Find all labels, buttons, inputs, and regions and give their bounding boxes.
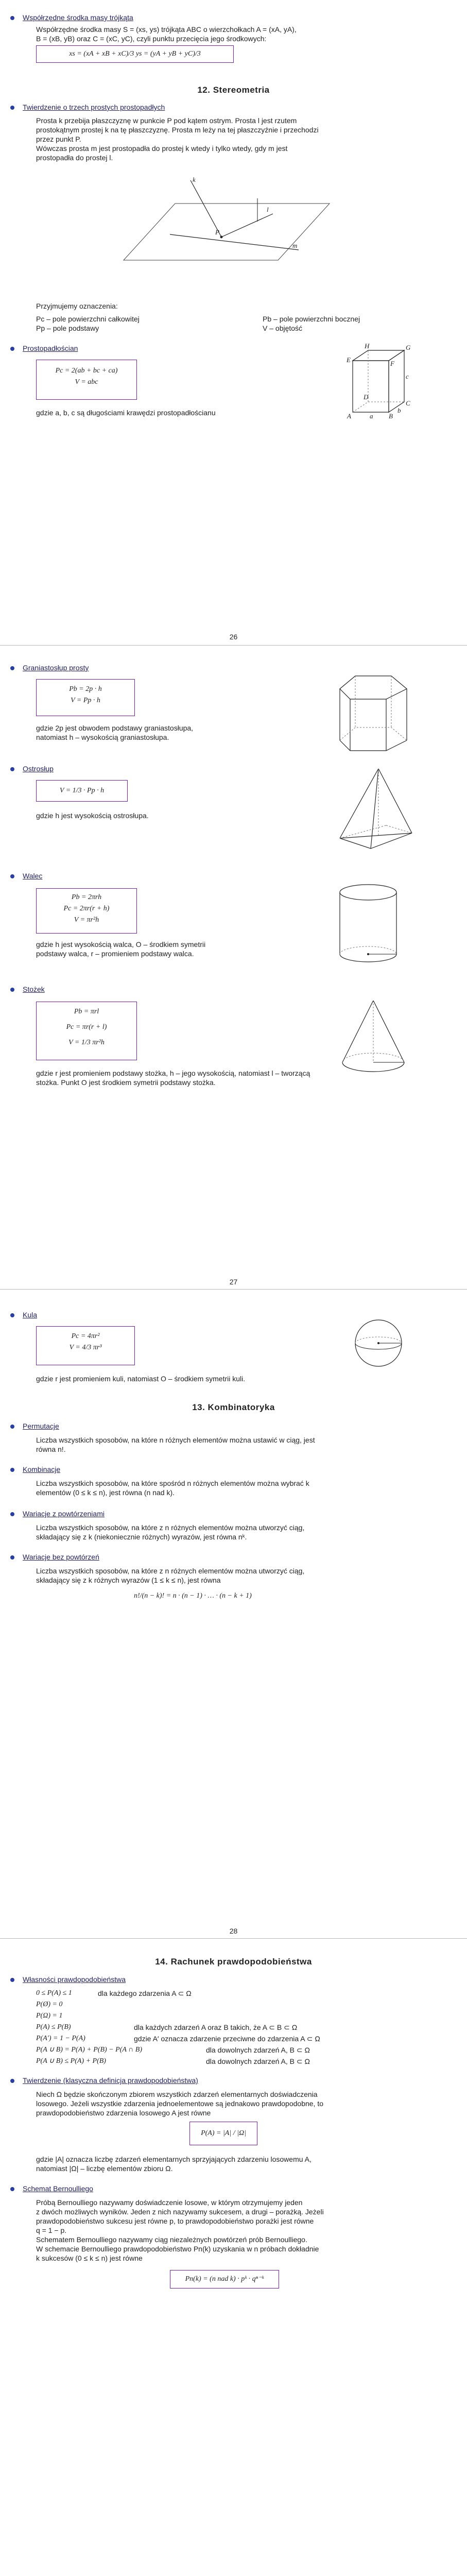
bernoulli-heading	[23, 2184, 93, 2193]
text-line: natomiast |Ω| – liczbę elementów zbioru Ω.	[36, 2164, 173, 2173]
sphere-figure	[350, 1315, 407, 1371]
cylinder-figure	[330, 879, 412, 970]
label-l: l	[267, 206, 269, 213]
text-line: q = 1 − p.	[36, 2226, 67, 2234]
prop-row	[36, 2045, 448, 2057]
point-p	[220, 236, 223, 239]
note-line: gdzie h jest wysokością walca, O – środkiem symetrii	[36, 940, 206, 948]
bullet-icon	[10, 767, 14, 771]
centroid-title: Współrzędne środka masy trójkąta	[23, 13, 133, 22]
comb-heading	[23, 1465, 60, 1473]
prism-formula: V = Pp · h	[71, 697, 100, 704]
section-title-probability: 14. Rachunek prawdopodobieństwa	[155, 1957, 312, 1967]
page-26	[0, 0, 467, 639]
bullet-icon	[10, 1313, 14, 1317]
cylinder-center	[367, 953, 369, 955]
cylinder-formula: Pc = 2πr(r + h)	[63, 905, 110, 912]
notation-item: Pc – pole powierzchni całkowitej	[36, 315, 140, 323]
cuboid-formula: Pc = 2(ab + bc + ca)	[55, 367, 118, 375]
pyramid-formula: V = 1/3 · Pp · h	[59, 787, 105, 794]
centroid-text	[36, 25, 433, 43]
note-line: podstawy walca, r – promieniem podstawy walca.	[36, 950, 194, 958]
text-line: Próbą Bernoulliego nazywamy doświadczenie losowe, w którym otrzymujemy jeden	[36, 2198, 303, 2207]
notation-item: Pp – pole podstawy	[36, 324, 99, 332]
prop-formula: 0 ≤ P(A) ≤ 1	[36, 1989, 72, 1997]
label-m: m	[292, 242, 298, 249]
page-number: 27	[229, 1278, 238, 1286]
classic-heading	[23, 2076, 198, 2084]
prism-heading	[23, 664, 89, 672]
perm-text	[36, 1435, 433, 1454]
prop-condition: dla dowolnych zdarzeń A, B ⊂ Ω	[206, 2057, 310, 2065]
props-title: Własności prawdopodobieństwa	[23, 1975, 126, 1984]
page-separator	[0, 1289, 467, 1290]
prism-top	[340, 676, 407, 699]
prop-condition: dla każdych zdarzeń A oraz B takich, że A ⊂ B ⊂ Ω	[134, 2023, 298, 2031]
text-line: W schemacie Bernoulliego prawdopodobieństwo Pn(k) uzyskania w n próbach dokładnie	[36, 2245, 319, 2253]
cylinder-formula: V = πr²h	[74, 916, 99, 924]
text-line: losowego. Jeżeli wszystkie zdarzenia jednoelementowe są jednakowo prawdopodobne, to	[36, 2099, 324, 2108]
notation-item: Pb – pole powierzchni bocznej	[263, 315, 360, 323]
note-line: natomiast h – wysokością graniastosłupa.	[36, 733, 169, 741]
var-formula: n!/(n − k)! = n · (n − 1) · … · (n − k + 1)	[134, 1592, 252, 1600]
prop-formula: P(Ø) = 0	[36, 2001, 63, 2008]
bullet-icon	[10, 1425, 14, 1429]
prop-row	[36, 2000, 448, 2011]
bullet-icon	[10, 666, 14, 670]
comb-text	[36, 1479, 433, 1497]
cone-formula: V = 1/3 πr²h	[68, 1039, 105, 1046]
perm-title: Permutacje	[23, 1422, 59, 1430]
sphere-formula: V = 4/3 πr³	[69, 1344, 102, 1351]
prop-formula: P(A ∪ B) ≤ P(A) + P(B)	[36, 2057, 106, 2065]
sphere-heading	[23, 1311, 37, 1319]
pyramid-figure	[330, 761, 422, 854]
hidden-edge	[353, 402, 368, 412]
centroid-text-line: B = (xB, yB) oraz C = (xC, yC), czyli punktu przecięcia jego środkowych:	[36, 35, 267, 43]
bernoulli-formula-box	[170, 2270, 279, 2289]
classic-formula-box	[189, 2122, 257, 2145]
cylinder-base-back	[340, 946, 396, 954]
cone-base-front	[342, 1062, 404, 1072]
bullet-icon	[10, 16, 14, 20]
varrep-heading	[23, 1510, 105, 1518]
cylinder-base-front	[340, 954, 396, 962]
text-line: Schematem Bernoulliego nazywamy ciąg niezależnych powtórzeń prób Bernoulliego.	[36, 2235, 307, 2244]
prop-condition: gdzie A′ oznacza zdarzenie przeciwne do zdarzenia A ⊂ Ω	[134, 2035, 320, 2043]
page-27	[0, 650, 467, 1284]
notation-item: V – objętość	[263, 324, 303, 332]
prop-row	[36, 2057, 448, 2068]
sphere-formula-box	[36, 1326, 135, 1365]
text-line: prostokątnym prostej k na tę płaszczyznę. Prosta m leży na tej płaszczyźnie i przechodzi	[36, 126, 319, 134]
bernoulli-formula: Pn(k) = (n nad k) · pᵏ · qⁿ⁻ᵏ	[185, 2275, 264, 2283]
comb-title: Kombinacje	[23, 1465, 61, 1473]
cone-formula: Pc = πr(r + l)	[66, 1023, 107, 1031]
bernoulli-title: Schemat Bernoulliego	[23, 2184, 93, 2193]
page-separator	[0, 1938, 467, 1939]
bullet-icon	[10, 1512, 14, 1516]
bullet-icon	[10, 347, 14, 351]
line-l	[221, 214, 273, 237]
pyramid-hidden-edge	[386, 825, 412, 833]
bullet-icon	[10, 1978, 14, 1982]
vertex-label: G	[406, 344, 411, 351]
text-line: prostopadła do prostej l.	[36, 154, 113, 162]
prism-title: Graniastosłup prosty	[23, 664, 89, 672]
prop-formula: P(A ∪ B) = P(A) + P(B) − P(A ∩ B)	[36, 2046, 143, 2054]
text-line: k sukcesów (0 ≤ k ≤ n) jest równe	[36, 2254, 143, 2262]
text-line: elementów (0 ≤ k ≤ n), jest równa (n nad k).	[36, 1488, 175, 1497]
text-line: gdzie |A| oznacza liczbę zdarzeń elementarnych sprzyjających zdarzeniu losowemu A,	[36, 2155, 312, 2163]
page-number: 28	[229, 1927, 238, 1935]
perm-heading	[23, 1422, 59, 1430]
three-perp-text	[36, 116, 433, 162]
cylinder-top	[340, 885, 396, 900]
edge-label: c	[406, 372, 409, 380]
bullet-icon	[10, 2079, 14, 2083]
vertex-label: A	[347, 412, 351, 420]
note-line: stożka. Punkt O jest środkiem symetrii podstawy stożka.	[36, 1078, 216, 1087]
cone-heading	[23, 985, 45, 993]
bullet-icon	[10, 988, 14, 992]
var-title: Wariacje bez powtórzeń	[23, 1553, 99, 1561]
sphere-center	[377, 1342, 379, 1344]
classic-title: Twierdzenie (klasyczna definicja prawdopodobieństwa)	[23, 2076, 198, 2084]
note-line: gdzie r jest promieniem podstawy stożka, h – jego wysokością, natomiast l – tworzącą	[36, 1069, 310, 1077]
text-line: równa n!.	[36, 1445, 66, 1453]
cuboid-figure	[340, 343, 417, 420]
pyramid-formula-box	[36, 780, 128, 802]
prop-row	[36, 1989, 448, 2000]
props-list	[36, 1989, 448, 2068]
pyramid-heading	[23, 765, 54, 773]
sphere-note: gdzie r jest promieniem kuli, natomiast O – środkiem symetrii kuli.	[36, 1375, 246, 1383]
var-text	[36, 1566, 433, 1585]
centroid-formula: xs = (xA + xB + xC)/3 ys = (yA + yB + yC)/3	[69, 50, 201, 58]
cuboid-formula-box	[36, 360, 137, 400]
bullet-icon	[10, 874, 14, 878]
line-m	[170, 234, 299, 250]
prop-row	[36, 2034, 448, 2045]
cuboid-title: Prostopadłościan	[23, 344, 78, 352]
cylinder-title: Walec	[23, 872, 43, 880]
pyramid-title: Ostrosłup	[23, 765, 54, 773]
prism-formula: Pb = 2p · h	[69, 685, 102, 693]
vertex-label: F	[390, 360, 394, 367]
text-line: Niech Ω będzie skończonym zbiorem wszystkich zdarzeń elementarnych doświadczenia	[36, 2090, 318, 2098]
pyramid-base	[340, 833, 412, 849]
bullet-icon	[10, 106, 14, 110]
section-title-stereometry: 12. Stereometria	[197, 85, 270, 95]
prism-note	[36, 723, 304, 742]
edge-label: a	[370, 412, 373, 420]
pyramid-note: gdzie h jest wysokością ostrosłupa.	[36, 811, 149, 820]
cone-formula: Pb = πrl	[74, 1008, 99, 1015]
cone-formula-box	[36, 1002, 137, 1060]
vertex-label: B	[389, 412, 393, 420]
prop-condition: dla dowolnych zdarzeń A, B ⊂ Ω	[206, 2046, 310, 2054]
classic-formula: P(A) = |A| / |Ω|	[201, 2129, 246, 2137]
bullet-icon	[10, 1468, 14, 1472]
cuboid-heading	[23, 344, 78, 352]
cylinder-note	[36, 940, 304, 958]
vertex-label: E	[347, 356, 351, 364]
sphere-formula: Pc = 4πr²	[71, 1332, 100, 1340]
notation-right	[263, 314, 427, 333]
three-perp-title: Twierdzenie o trzech prostych prostopadłych	[23, 103, 165, 111]
text-line: Liczba wszystkich sposobów, na które spośród n różnych elementów można wybrać k	[36, 1479, 309, 1487]
text-line: z dwóch możliwych wyników. Jeden z nich nazywamy sukcesem, a drugi – porażką. Jeżeli	[36, 2208, 324, 2216]
cuboid-note: gdzie a, b, c są długościami krawędzi prostopadłościanu	[36, 409, 216, 417]
pyramid-edge	[378, 769, 412, 833]
bullet-icon	[10, 2187, 14, 2191]
cylinder-formula: Pb = 2πrh	[71, 893, 102, 901]
prop-condition: dla każdego zdarzenia A ⊂ Ω	[98, 1989, 192, 1997]
prism-formula-box	[36, 679, 135, 716]
bullet-icon	[10, 1555, 14, 1560]
section-title-combinatorics: 13. Kombinatoryka	[192, 1402, 275, 1412]
text-line: Prosta k przebija płaszczyznę w punkcie P pod kątem ostrym. Prosta l jest rzutem	[36, 116, 297, 125]
var-heading	[23, 1553, 99, 1561]
text-line: Liczba wszystkich sposobów, na które z n różnych elementów można utworzyć ciąg,	[36, 1523, 305, 1532]
page-number: 26	[229, 633, 238, 641]
prop-row	[36, 2023, 448, 2034]
three-perp-heading	[23, 103, 165, 111]
text-line: Liczba wszystkich sposobów, na które n różnych elementów można ustawić w ciąg, jest	[36, 1436, 315, 1444]
prop-formula: P(A) ≤ P(B)	[36, 2023, 71, 2031]
cuboid-formula: V = abc	[75, 378, 98, 386]
text-line: Liczba wszystkich sposobów, na które z n różnych elementów można utworzyć ciąg,	[36, 1567, 305, 1575]
text-line: prawdopodobieństwo zdarzenia losowego A jest równe	[36, 2109, 211, 2117]
vertex-label: C	[406, 399, 410, 407]
vertex-label: D	[364, 393, 369, 401]
classic-text	[36, 2090, 433, 2117]
centroid-heading	[23, 13, 133, 22]
vertex-label: H	[365, 343, 370, 350]
text-line: Wówczas prosta m jest prostopadła do prostej k wtedy i tylko wtedy, gdy m jest	[36, 144, 288, 152]
cylinder-heading	[23, 872, 42, 880]
varrep-title: Wariacje z powtórzeniami	[23, 1510, 105, 1518]
props-heading	[23, 1975, 126, 1984]
prop-row	[36, 2011, 448, 2023]
centroid-formula-box	[36, 45, 234, 63]
text-line: przez punkt P.	[36, 135, 81, 143]
text-line: składający się z k (niekoniecznie różnych) wyrazów, jest równa nᵏ.	[36, 1533, 247, 1541]
prism-figure	[330, 660, 422, 756]
cuboid-front	[353, 361, 389, 412]
label-k: k	[193, 176, 196, 183]
prop-formula: P(A′) = 1 − P(A)	[36, 2035, 85, 2042]
edge-label: b	[397, 406, 401, 414]
bernoulli-text	[36, 2198, 433, 2263]
text-line: prawdopodobieństwo sukcesu jest równe p, to prawdopodobieństwo porażki jest równe	[36, 2217, 314, 2225]
page-28	[0, 1294, 467, 1933]
note-line: gdzie 2p jest obwodem podstawy graniastosłupa,	[36, 724, 194, 732]
centroid-text-line: Współrzędne środka masy S = (xs, ys) trójkąta ABC o wierzchołkach A = (xA, yA),	[36, 25, 297, 33]
three-perpendiculars-figure	[103, 173, 340, 276]
text-line: składający się z k różnych wyrazów (1 ≤ k ≤ n), jest równa	[36, 1576, 221, 1584]
classic-note	[36, 2155, 433, 2173]
cylinder-formula-box	[36, 888, 137, 934]
page-separator	[0, 645, 467, 646]
notation-intro: Przyjmujemy oznaczenia:	[36, 302, 118, 310]
sphere-title: Kula	[23, 1311, 38, 1319]
cone-figure	[335, 995, 417, 1078]
prop-formula: P(Ω) = 1	[36, 2012, 63, 2020]
cone-title: Stożek	[23, 985, 45, 993]
notation-left	[36, 314, 242, 333]
label-p: P	[215, 228, 219, 236]
plane-shape	[124, 204, 330, 260]
page-29	[0, 1943, 467, 2576]
varrep-text	[36, 1523, 433, 1541]
